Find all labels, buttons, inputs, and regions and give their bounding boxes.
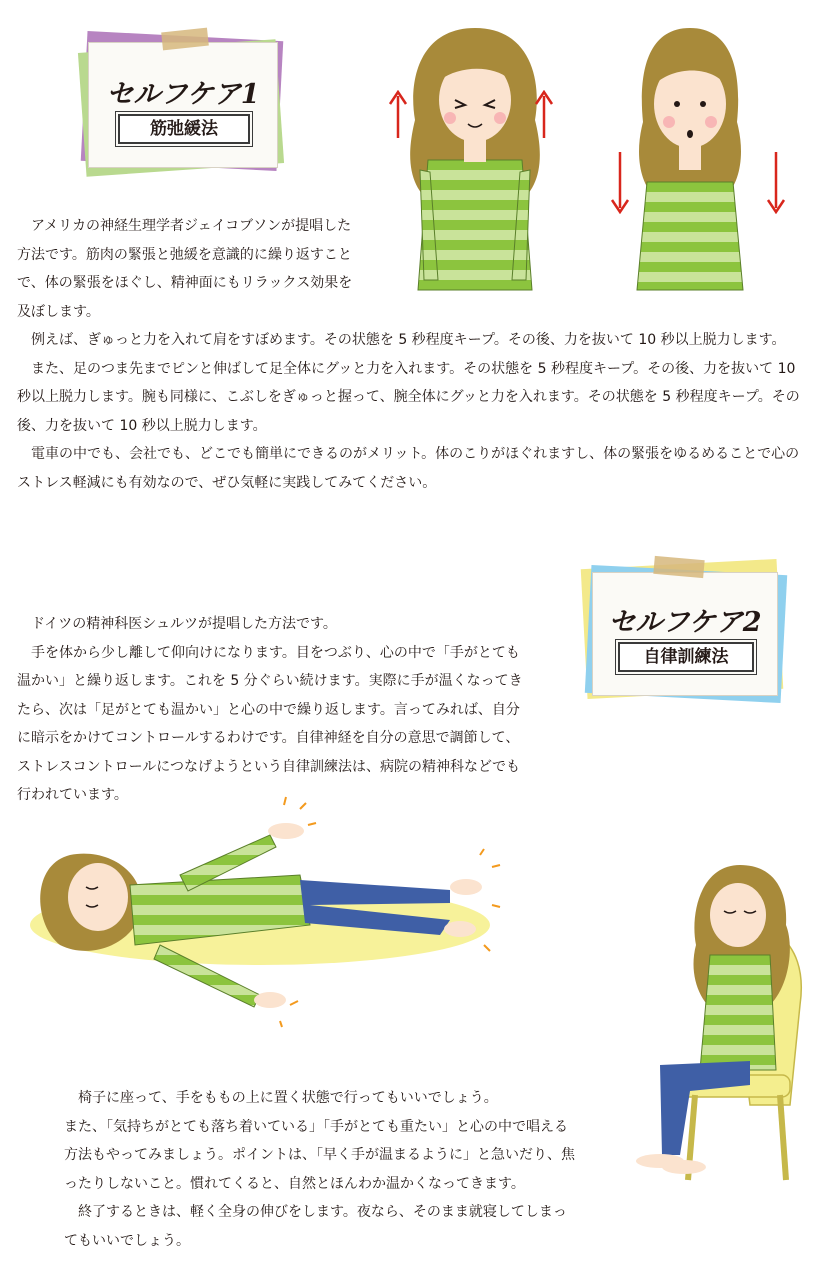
section2-body bbox=[17, 610, 525, 810]
section2-paragraph-5: 終了するときは、軽く全身の伸びをします。夜なら、そのまま就寝してしまってもいいでしょう。 bbox=[64, 1204, 567, 1249]
torso bbox=[637, 182, 743, 290]
face bbox=[710, 883, 766, 947]
section1-subtitle: 筋弛緩法 bbox=[118, 114, 250, 144]
section1-body bbox=[17, 326, 812, 497]
section2-paragraph-2: 手を体から少し離して仰向けになります。目をつぶり、心の中で「手がとても温かい」と繰り返します。これを 5 分ぐらい続けます。実際に手が温くなってきたら、次は「足がとても温かい」と心の中で繰り返します。言ってみれば、自分に暗示をかけてコントロールするわけです。自律神経を自分の意思で調節して、ストレスコントロールにつなげようという自律訓練法は、病院の精神科などでも行われています。 bbox=[17, 644, 523, 803]
shrug-illustration bbox=[380, 20, 570, 295]
up-arrow-left-icon bbox=[388, 90, 408, 140]
section2-title-card bbox=[580, 558, 790, 708]
section1-paragraph-2: 例えば、ぎゅっと力を入れて肩をすぼめます。その状態を 5 秒程度キープ。その後、力を抜いて 10 秒以上脱力します。 bbox=[17, 332, 786, 348]
section1-intro bbox=[17, 212, 357, 326]
section1-paragraph-1: アメリカの神経生理学者ジェイコブソンが提唱した方法です。筋肉の緊張と弛緩を意識的に繰り返すことで、体の緊張をほぐし、精神面にもリラックス効果を及ぼします。 bbox=[17, 218, 353, 320]
torso bbox=[700, 955, 776, 1070]
relaxed-shoulders-illustration bbox=[625, 22, 755, 292]
section1-title-card bbox=[78, 30, 288, 180]
section1-paragraph-3: また、足のつま先までピンと伸ばして足全体にグッと力を入れます。その状態を 5 秒程度キープ。その後、力を抜いて 10 秒以上脱力します。腕も同様に、こぶしをぎゅっと握って、腕全体にグッと力を入れます。その状態を 5 秒程度キープ。その後、力を抜いて 10 秒以上脱力します。 bbox=[17, 360, 800, 434]
section2-paragraph-1: ドイツの精神科医シュルツが提唱した方法です。 bbox=[17, 616, 337, 632]
jeans bbox=[660, 1061, 750, 1155]
down-arrow-right-icon bbox=[766, 150, 786, 214]
face bbox=[68, 863, 128, 931]
up-arrow-right-icon bbox=[534, 90, 554, 140]
section2-subtitle: 自律訓練法 bbox=[618, 642, 754, 672]
down-arrow-left-icon bbox=[610, 150, 630, 214]
section1-title: セルフケア1 bbox=[106, 79, 260, 110]
section1-paragraph-4: 電車の中でも、会社でも、どこでも簡単にできるのがメリット。体のこりがほぐれますし、体の緊張をゆるめることで心のストレス軽減にも有効なので、ぜひ気軽に実践してみてください。 bbox=[17, 446, 800, 491]
section2-bottom bbox=[64, 1084, 576, 1255]
section2-paragraph-4: また、「気持ちがとても落ち着いている」「手がとても重たい」と心の中で唱える方法もやってみましょう。ポイントは、「早く手が温まるように」と急いだり、焦ったりしないこと。慣れてくると、自然とほんわか温かくなってきます。 bbox=[64, 1118, 575, 1192]
sitting-chair-illustration bbox=[600, 855, 810, 1185]
section2-paragraph-3: 椅子に座って、手をももの上に置く状態で行ってもいいでしょう。 bbox=[64, 1090, 498, 1106]
lying-down-illustration bbox=[30, 795, 510, 1030]
section2-title: セルフケア2 bbox=[608, 607, 762, 638]
